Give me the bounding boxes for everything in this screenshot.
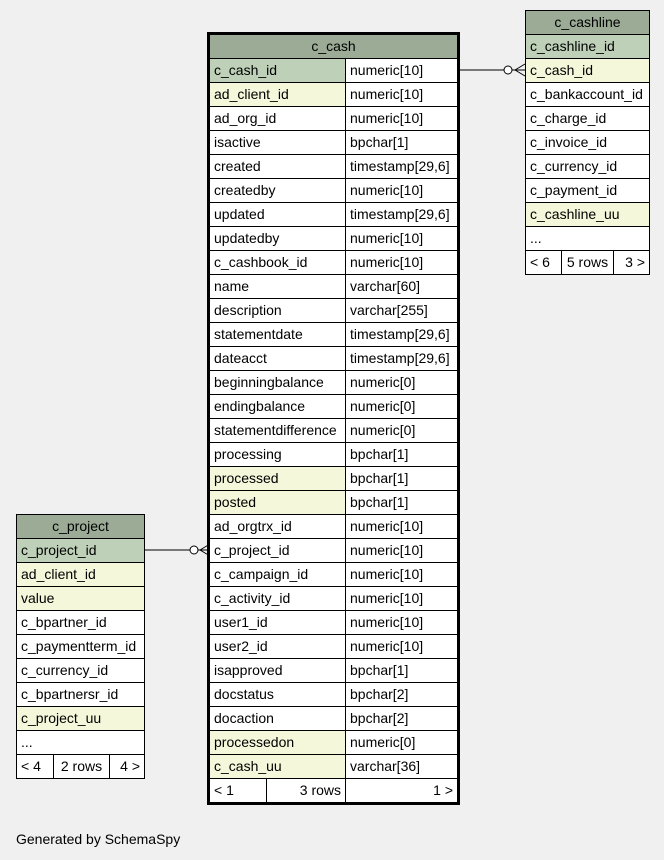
parents-link[interactable]: < 6 <box>526 251 562 275</box>
table-row[interactable] <box>17 539 145 563</box>
table-row[interactable] <box>210 227 458 251</box>
column-name[interactable]: statementdate <box>210 323 346 347</box>
column-name[interactable]: docstatus <box>210 683 346 707</box>
table-footer-row <box>210 779 458 803</box>
row-count: 2 rows <box>54 755 110 779</box>
column-name[interactable]: c_cash_id <box>526 59 650 83</box>
table-row[interactable] <box>210 731 458 755</box>
column-name[interactable]: c_charge_id <box>526 107 650 131</box>
table-row[interactable] <box>526 179 650 203</box>
table-row[interactable] <box>210 371 458 395</box>
column-type: numeric[10] <box>346 611 458 635</box>
table-row[interactable] <box>210 155 458 179</box>
column-type: numeric[10] <box>346 515 458 539</box>
column-name[interactable]: c_bankaccount_id <box>526 83 650 107</box>
column-type: bpchar[1] <box>346 467 458 491</box>
table-row[interactable] <box>210 395 458 419</box>
column-name[interactable]: created <box>210 155 346 179</box>
table-row[interactable] <box>210 443 458 467</box>
column-name[interactable]: beginningbalance <box>210 371 346 395</box>
table-row[interactable] <box>526 131 650 155</box>
column-type: timestamp[29,6] <box>346 155 458 179</box>
table-row[interactable] <box>210 203 458 227</box>
table-row[interactable] <box>526 203 650 227</box>
parents-link[interactable]: < 1 <box>210 779 267 802</box>
column-type: numeric[10] <box>346 563 458 587</box>
column-name[interactable]: c_currency_id <box>526 155 650 179</box>
column-name[interactable]: name <box>210 275 346 299</box>
table-footer-row <box>17 755 145 779</box>
table-row[interactable] <box>210 275 458 299</box>
table-title-c-project[interactable]: c_project <box>17 515 145 539</box>
column-type: numeric[0] <box>346 731 458 755</box>
table-title-c-cashline[interactable]: c_cashline <box>526 11 650 35</box>
table-row[interactable] <box>526 83 650 107</box>
table-footer-row <box>526 251 650 275</box>
column-name[interactable]: ad_orgtrx_id <box>210 515 346 539</box>
column-name[interactable]: ad_client_id <box>210 83 346 107</box>
table-row[interactable] <box>210 59 458 83</box>
column-name[interactable]: c_payment_id <box>526 179 650 203</box>
table-row[interactable] <box>210 323 458 347</box>
column-type: bpchar[1] <box>346 131 458 155</box>
row-count: 5 rows <box>562 251 614 275</box>
table-row[interactable] <box>210 611 458 635</box>
table-row[interactable] <box>210 515 458 539</box>
column-type: bpchar[2] <box>346 683 458 707</box>
column-type: numeric[10] <box>346 107 458 131</box>
column-name[interactable]: c_currency_id <box>17 659 145 683</box>
column-type: bpchar[1] <box>346 443 458 467</box>
table-c-cashline[interactable] <box>525 10 650 275</box>
column-name[interactable]: updated <box>210 203 346 227</box>
table-row[interactable] <box>210 707 458 731</box>
column-name[interactable]: value <box>17 587 145 611</box>
table-row[interactable] <box>210 299 458 323</box>
column-type: numeric[10] <box>346 587 458 611</box>
column-name[interactable]: posted <box>210 491 346 515</box>
table-row[interactable] <box>210 635 458 659</box>
table-row[interactable] <box>210 587 458 611</box>
column-name[interactable]: c_bpartner_id <box>17 611 145 635</box>
table-row[interactable] <box>17 587 145 611</box>
column-name[interactable]: c_bpartnersr_id <box>17 683 145 707</box>
column-type: numeric[10] <box>346 179 458 203</box>
table-row[interactable] <box>17 563 145 587</box>
column-name[interactable]: c_activity_id <box>210 587 346 611</box>
column-name[interactable]: c_campaign_id <box>210 563 346 587</box>
table-row[interactable] <box>526 107 650 131</box>
column-type: numeric[10] <box>346 59 458 83</box>
column-name[interactable]: user2_id <box>210 635 346 659</box>
table-row[interactable] <box>17 635 145 659</box>
column-type: varchar[60] <box>346 275 458 299</box>
relationship-project-cash <box>144 544 210 556</box>
column-name[interactable]: isapproved <box>210 659 346 683</box>
table-row[interactable] <box>210 755 458 779</box>
table-row[interactable] <box>526 35 650 59</box>
table-row[interactable] <box>210 491 458 515</box>
column-name[interactable]: c_project_uu <box>17 707 145 731</box>
table-row[interactable] <box>526 155 650 179</box>
column-name[interactable]: c_paymentterm_id <box>17 635 145 659</box>
generated-by-footer: Generated by SchemaSpy <box>16 831 181 847</box>
column-type: varchar[255] <box>346 299 458 323</box>
column-type: numeric[0] <box>346 371 458 395</box>
column-type: bpchar[1] <box>346 491 458 515</box>
children-link[interactable]: 1 > <box>433 782 454 798</box>
table-row[interactable] <box>17 683 145 707</box>
column-name[interactable]: c_project_id <box>210 539 346 563</box>
column-name[interactable]: updatedby <box>210 227 346 251</box>
column-type: timestamp[29,6] <box>346 347 458 371</box>
column-name[interactable]: docaction <box>210 707 346 731</box>
table-row[interactable] <box>17 611 145 635</box>
table-c-project[interactable] <box>16 514 145 779</box>
column-name[interactable]: c_cash_uu <box>210 755 346 779</box>
table-row[interactable] <box>210 467 458 491</box>
column-name[interactable]: ad_org_id <box>210 107 346 131</box>
column-name[interactable]: processedon <box>210 731 346 755</box>
column-name[interactable]: c_invoice_id <box>526 131 650 155</box>
column-name[interactable]: endingbalance <box>210 395 346 419</box>
table-row[interactable] <box>210 179 458 203</box>
table-row[interactable] <box>210 251 458 275</box>
column-name[interactable]: createdby <box>210 179 346 203</box>
row-count: 3 rows <box>267 779 346 802</box>
children-link[interactable]: 4 > <box>110 755 145 779</box>
footer-cell <box>210 779 458 803</box>
column-name[interactable]: c_cashline_uu <box>526 203 650 227</box>
table-row[interactable] <box>210 683 458 707</box>
column-name[interactable]: processing <box>210 443 346 467</box>
table-c-cash[interactable] <box>209 34 458 803</box>
table-row[interactable] <box>210 347 458 371</box>
column-name[interactable]: c_cashline_id <box>526 35 650 59</box>
column-type: bpchar[2] <box>346 707 458 731</box>
table-row[interactable] <box>210 131 458 155</box>
column-name[interactable]: ... <box>17 731 145 755</box>
column-name[interactable]: c_project_id <box>17 539 145 563</box>
parents-link[interactable]: < 4 <box>17 755 54 779</box>
column-name[interactable]: statementdifference <box>210 419 346 443</box>
column-type: numeric[10] <box>346 539 458 563</box>
relationship-cash-cashline <box>457 64 525 76</box>
table-title-c-cash[interactable]: c_cash <box>210 35 458 59</box>
table-row[interactable] <box>526 59 650 83</box>
column-name[interactable]: user1_id <box>210 611 346 635</box>
column-type: numeric[0] <box>346 395 458 419</box>
column-name[interactable]: c_cashbook_id <box>210 251 346 275</box>
column-type: varchar[36] <box>346 755 458 779</box>
table-row[interactable] <box>210 563 458 587</box>
table-row[interactable] <box>210 539 458 563</box>
table-row[interactable] <box>210 107 458 131</box>
column-type: numeric[10] <box>346 635 458 659</box>
table-row[interactable] <box>210 659 458 683</box>
table-row[interactable] <box>526 227 650 251</box>
column-type: timestamp[29,6] <box>346 203 458 227</box>
column-name[interactable]: processed <box>210 467 346 491</box>
column-type: timestamp[29,6] <box>346 323 458 347</box>
column-type: numeric[10] <box>346 227 458 251</box>
column-name[interactable]: ... <box>526 227 650 251</box>
table-row[interactable] <box>17 659 145 683</box>
column-name[interactable]: dateacct <box>210 347 346 371</box>
table-row[interactable] <box>17 707 145 731</box>
column-type: numeric[10] <box>346 83 458 107</box>
column-name[interactable]: isactive <box>210 131 346 155</box>
column-name[interactable]: ad_client_id <box>17 563 145 587</box>
table-row[interactable] <box>210 83 458 107</box>
column-type: numeric[0] <box>346 419 458 443</box>
column-name[interactable]: c_cash_id <box>210 59 346 83</box>
column-type: bpchar[1] <box>346 659 458 683</box>
table-row[interactable] <box>210 419 458 443</box>
children-link[interactable]: 3 > <box>614 251 650 275</box>
table-row[interactable] <box>17 731 145 755</box>
column-type: numeric[10] <box>346 251 458 275</box>
column-name[interactable]: description <box>210 299 346 323</box>
